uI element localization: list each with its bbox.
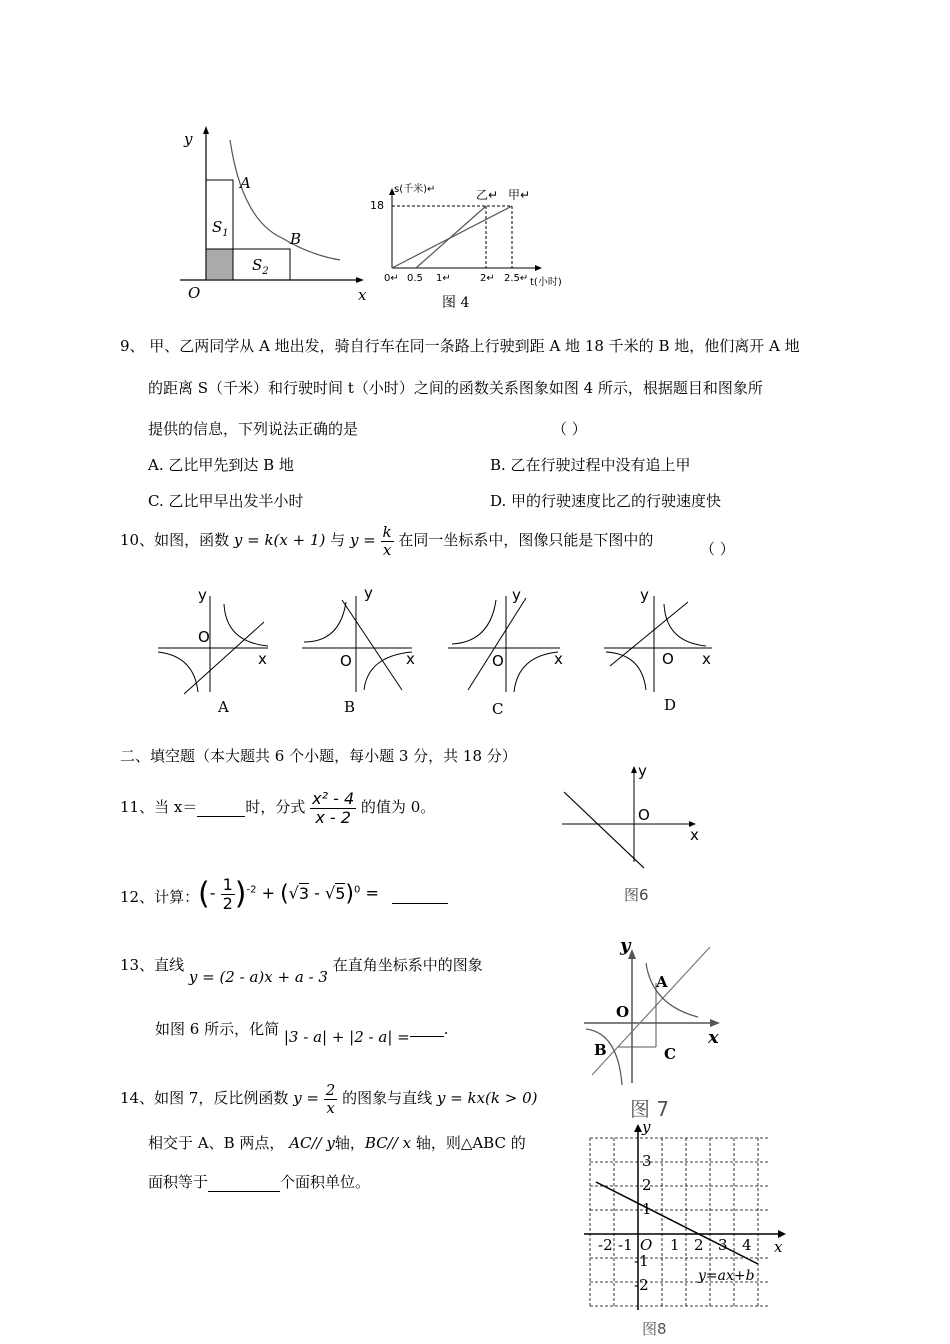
fig4-t25: 2.5↵	[504, 273, 529, 284]
q11-answer-blank[interactable]	[197, 798, 245, 817]
q14-fraction: $\frac{2}{x}$	[325, 1081, 336, 1117]
q9-option-c[interactable]: C. 乙比甲早出发半小时	[148, 492, 304, 510]
q10-fraction: $\frac{k}{x}$	[382, 523, 392, 559]
q12-answer-blank[interactable]	[392, 884, 448, 904]
q13-line2: 如图 6 所示，化简 |3 - a| + |2 - a| = .	[155, 1020, 449, 1046]
fig4-yi-label: 乙↵	[476, 188, 499, 202]
section-2-heading: 二、填空题（本大题共 6 个小题，每小题 3 分，共 18 分）	[120, 747, 517, 765]
figure-8: y x O -2 -1 1 2 3 4 3 2 1 -1 -2 y=ax+b 图8	[580, 1122, 790, 1344]
q9-line2: 的距离 S（千米）和行驶时间 t（小时）之间的函数关系图象如图 4 所示，根据题目和图象所	[148, 379, 763, 397]
area-origin-label: O	[188, 284, 201, 302]
area-figure	[170, 120, 370, 310]
area-x-label: x	[358, 286, 367, 304]
figure-6: y O x 图6	[558, 762, 708, 907]
area-s2-label: $S_2$	[252, 256, 269, 277]
q11-stem: 11、当 x＝ 时，分式 $\frac{\text{x² - 4}}{x - 2}$ 的值为 0。	[120, 789, 436, 827]
area-y-label: y	[184, 130, 193, 148]
fig4-y18: 18	[370, 199, 384, 212]
fig4-jia-label: 甲↵	[508, 188, 531, 202]
fig4-t2: 2↵	[480, 273, 495, 284]
q10-graph-b[interactable]: y O x B	[302, 586, 422, 721]
figure-4	[360, 180, 580, 315]
q10-label-b: B	[344, 698, 356, 716]
fig4-y-label: s(千米)↵	[394, 184, 436, 195]
q10-graph-c[interactable]: y O x C	[448, 586, 568, 721]
q10-graph-a[interactable]: y O x A	[158, 586, 278, 721]
q9-line3: 提供的信息，下列说法正确的是	[148, 420, 359, 438]
q13-line1: 13、直线 y = (2 - a)x + a - 3 在直角坐标系中的图象	[120, 956, 483, 986]
q9-option-d[interactable]: D. 甲的行驶速度比乙的行驶速度快	[490, 492, 722, 510]
q10-stem: 10、如图，函数 y = k(x + 1) 与 y = $\frac{k}{x}$ 在同一坐标系中，图像只能是下图中的	[120, 523, 654, 559]
q10-graph-d[interactable]: y O x D	[600, 586, 720, 721]
q10-answer-paren: （ ）	[700, 540, 735, 558]
q10-label-d: D	[664, 696, 677, 714]
q14-answer-blank[interactable]	[208, 1173, 280, 1192]
fig4-caption: 图 4	[442, 295, 470, 311]
fig4-t0: 0↵	[384, 273, 399, 284]
fig8-line-label: y=ax+b	[698, 1268, 755, 1284]
q9-answer-paren: （ ）	[552, 420, 587, 438]
area-point-a: A	[240, 174, 251, 192]
q11-fraction: $\frac{\text{x² - 4}}{x - 2}$	[312, 789, 355, 827]
q9-option-b[interactable]: B. 乙在行驶过程中没有追上甲	[490, 456, 691, 474]
fig8-caption: 图8	[642, 1320, 667, 1338]
q10-label-c: C	[492, 700, 504, 718]
q14-line1: 14、如图 7，反比例函数 y = $\frac{2}{x}$ 的图象与直线 y = kx(k > 0)	[120, 1081, 538, 1117]
q10-label-a: A	[218, 698, 229, 716]
fig4-t1: 1↵	[436, 273, 451, 284]
q12-stem: 12、计算：	[120, 888, 200, 906]
figure-7: y A O x B C 图 7	[580, 935, 730, 1120]
fig4-t-label: t(小时)	[530, 277, 562, 288]
area-point-b: B	[290, 230, 302, 248]
q14-line2: 相交于 A、B 两点， AC// y轴，BC// x 轴，则△ABC 的	[148, 1134, 526, 1152]
q14-line3: 面积等于 个面积单位。	[148, 1173, 371, 1191]
fig7-caption: 图 7	[630, 1097, 670, 1121]
q9-line1: 9、 甲、乙两同学从 A 地出发，骑自行车在同一条路上行驶到距 A 地 18 千米的 B 地，他们离开 A 地	[120, 337, 800, 355]
q13-answer-blank[interactable]	[410, 1018, 444, 1037]
fig6-caption: 图6	[624, 886, 649, 904]
q12-expression: (- $\frac{1}{2}$ )$^{-2}$ + (√3 - √5)$^0$ =	[198, 876, 448, 912]
area-s1-label: $S_1$	[212, 218, 229, 239]
q9-option-a[interactable]: A. 乙比甲先到达 B 地	[148, 456, 294, 474]
fig4-t05: 0.5	[407, 273, 423, 284]
